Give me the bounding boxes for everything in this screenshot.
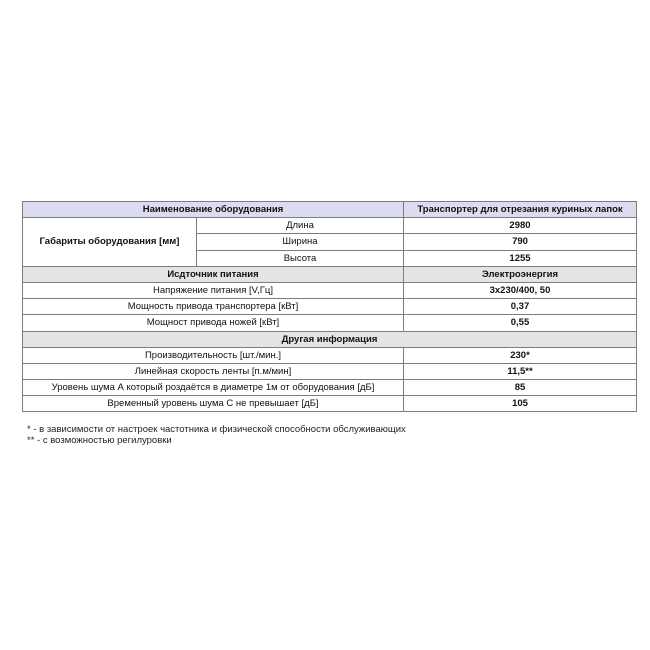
- spec-table: [22, 201, 637, 412]
- table-row: [23, 380, 637, 396]
- power-source-label: Исдточник питания: [23, 266, 404, 282]
- table-row: [23, 347, 637, 363]
- section-row: [23, 266, 637, 282]
- dimension-width-label: Ширина: [197, 234, 404, 250]
- noise-c-value: 105: [404, 396, 637, 412]
- voltage-label: Напряжение питания [V,Гц]: [23, 282, 404, 298]
- dimension-length-value: 2980: [404, 218, 637, 234]
- table-row: [23, 282, 637, 298]
- dimension-height-value: 1255: [404, 250, 637, 266]
- knife-power-label: Мощност привода ножей [кВт]: [23, 315, 404, 331]
- equipment-name-header: Наименование оборудования: [23, 202, 404, 218]
- table-row: [23, 315, 637, 331]
- dimensions-label: Габариты оборудования [мм]: [23, 218, 197, 267]
- other-info-label: Другая информация: [23, 331, 637, 347]
- table-header-row: [23, 202, 637, 218]
- dimension-length-label: Длина: [197, 218, 404, 234]
- product-name-header: Транспортер для отрезания куриных лапок: [404, 202, 637, 218]
- belt-speed-value: 11,5**: [404, 363, 637, 379]
- table-row: [23, 363, 637, 379]
- belt-speed-label: Линейная скорость ленты [п.м/мин]: [23, 363, 404, 379]
- power-source-value: Электроэнергия: [404, 266, 637, 282]
- footnote-1: * - в зависимости от настроек частотника и физической способности обслуживающих: [27, 424, 406, 435]
- conveyor-power-value: 0,37: [404, 299, 637, 315]
- table-row: [23, 218, 637, 234]
- conveyor-power-label: Мощность привода транспортера [кВт]: [23, 299, 404, 315]
- dimension-width-value: 790: [404, 234, 637, 250]
- section-row: [23, 331, 637, 347]
- noise-a-label: Уровень шума А который роздаётся в диаметре 1м от оборудования [дБ]: [23, 380, 404, 396]
- dimension-height-label: Высота: [197, 250, 404, 266]
- voltage-value: 3x230/400, 50: [404, 282, 637, 298]
- noise-a-value: 85: [404, 380, 637, 396]
- throughput-label: Производительность [шт./мин.]: [23, 347, 404, 363]
- table-row: [23, 299, 637, 315]
- noise-c-label: Временный уровень шума С не превышает [дБ]: [23, 396, 404, 412]
- footnotes: [27, 424, 406, 446]
- throughput-value: 230*: [404, 347, 637, 363]
- footnote-2: ** - с возможностью регилуровки: [27, 435, 172, 446]
- knife-power-value: 0,55: [404, 315, 637, 331]
- table-row: [23, 396, 637, 412]
